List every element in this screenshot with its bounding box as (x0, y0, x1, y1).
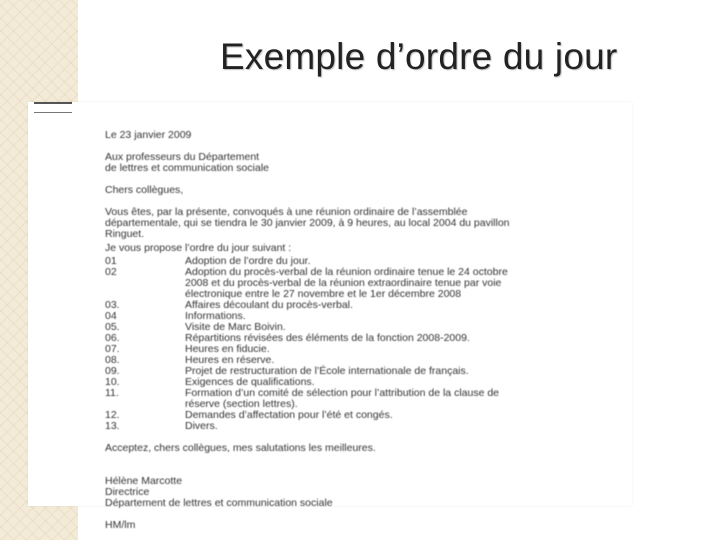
letter-recipient-line: de lettres et communication sociale (105, 162, 269, 174)
document-letterhead-mark (34, 102, 72, 113)
agenda-item-number: 05. (105, 321, 120, 333)
agenda-item-text (185, 421, 625, 432)
agenda-item-number: 12. (105, 409, 120, 421)
agenda-item-text (185, 300, 625, 311)
agenda-item-line: Formation d’un comité de sélection pour l’attribution de la clause de (185, 387, 500, 399)
agenda-list (105, 256, 625, 432)
signature-name: Hélène Marcotte (105, 475, 183, 487)
agenda-item-line: Adoption du procès-verbal de la réunion ordinaire tenue le 24 octobre (185, 266, 508, 278)
agenda-item-line: Visite de Marc Boivin. (185, 321, 286, 333)
agenda-item-text (185, 410, 625, 421)
agenda-item-line: Heures en réserve. (185, 354, 275, 366)
letter-intro-line: Ringuet. (105, 228, 145, 240)
agenda-item-line: réserve (section lettres). (185, 398, 298, 410)
agenda-item-text (185, 267, 625, 300)
agenda-intro: Je vous propose l’ordre du jour suivant : (105, 242, 292, 254)
agenda-item-number: 11. (105, 387, 119, 399)
letter-closing: Acceptez, chers collègues, mes salutations les meilleures. (105, 442, 376, 454)
slide-title: Exemple d’ordre du jour (220, 36, 618, 77)
agenda-item-line: Heures en fiducie. (185, 343, 270, 355)
agenda-item-line: Projet de restructuration de l’École internationale de français. (185, 365, 469, 377)
agenda-item-line: Informations. (185, 310, 246, 322)
agenda-item (105, 421, 625, 432)
signature-department: Département de lettres et communication sociale (105, 497, 333, 509)
agenda-item (105, 300, 625, 311)
agenda-item-number: 02 (105, 266, 117, 278)
agenda-item-number: 10. (105, 376, 120, 388)
agenda-item-number: 08. (105, 354, 120, 366)
agenda-item-text (185, 388, 625, 410)
agenda-item-number: 09. (105, 365, 120, 377)
letter-date: Le 23 janvier 2009 (105, 129, 192, 141)
letter-recipient-line: Aux professeurs du Département (105, 151, 260, 163)
signature-title: Directrice (105, 486, 150, 498)
agenda-item-line: Demandes d’affectation pour l’été et congés. (185, 409, 393, 421)
agenda-item-number: 13. (105, 420, 120, 432)
agenda-item-line: Exigences de qualifications. (185, 376, 315, 388)
agenda-item-number: 01 (105, 255, 117, 267)
agenda-item (105, 410, 625, 421)
agenda-item (105, 366, 625, 377)
agenda-item-line: électronique entre le 27 novembre et le 1er décembre 2008 (185, 288, 462, 300)
document-image (28, 102, 632, 531)
letter-intro-line: Vous êtes, par la présente, convoqués à une réunion ordinaire de l’assemblée (105, 206, 468, 218)
agenda-item (105, 333, 625, 344)
agenda-item (105, 267, 625, 300)
agenda-item-number: 06. (105, 332, 120, 344)
agenda-item-line: Répartitions révisées des éléments de la fonction 2008-2009. (185, 332, 470, 344)
agenda-item (105, 311, 625, 322)
letter-body (105, 130, 625, 531)
agenda-item-line: 2008 et du procès-verbal de la réunion extraordinaire tenue par voie (185, 277, 502, 289)
agenda-item-line: Affaires découlant du procès-verbal. (185, 299, 353, 311)
letter-intro-line: départementale, qui se tiendra le 30 janvier 2009, à 9 heures, au local 2004 du pavillon (105, 217, 510, 229)
letter-initials: HM/lm (105, 519, 136, 531)
agenda-item-line: Divers. (185, 420, 218, 432)
agenda-item (105, 344, 625, 355)
agenda-item-number: 03. (105, 299, 120, 311)
letter-salutation: Chers collègues, (105, 184, 184, 196)
agenda-item (105, 388, 625, 410)
agenda-item-number: 04 (105, 310, 117, 322)
agenda-item-line: Adoption de l’ordre du jour. (185, 255, 311, 267)
agenda-item-number: 07. (105, 343, 120, 355)
